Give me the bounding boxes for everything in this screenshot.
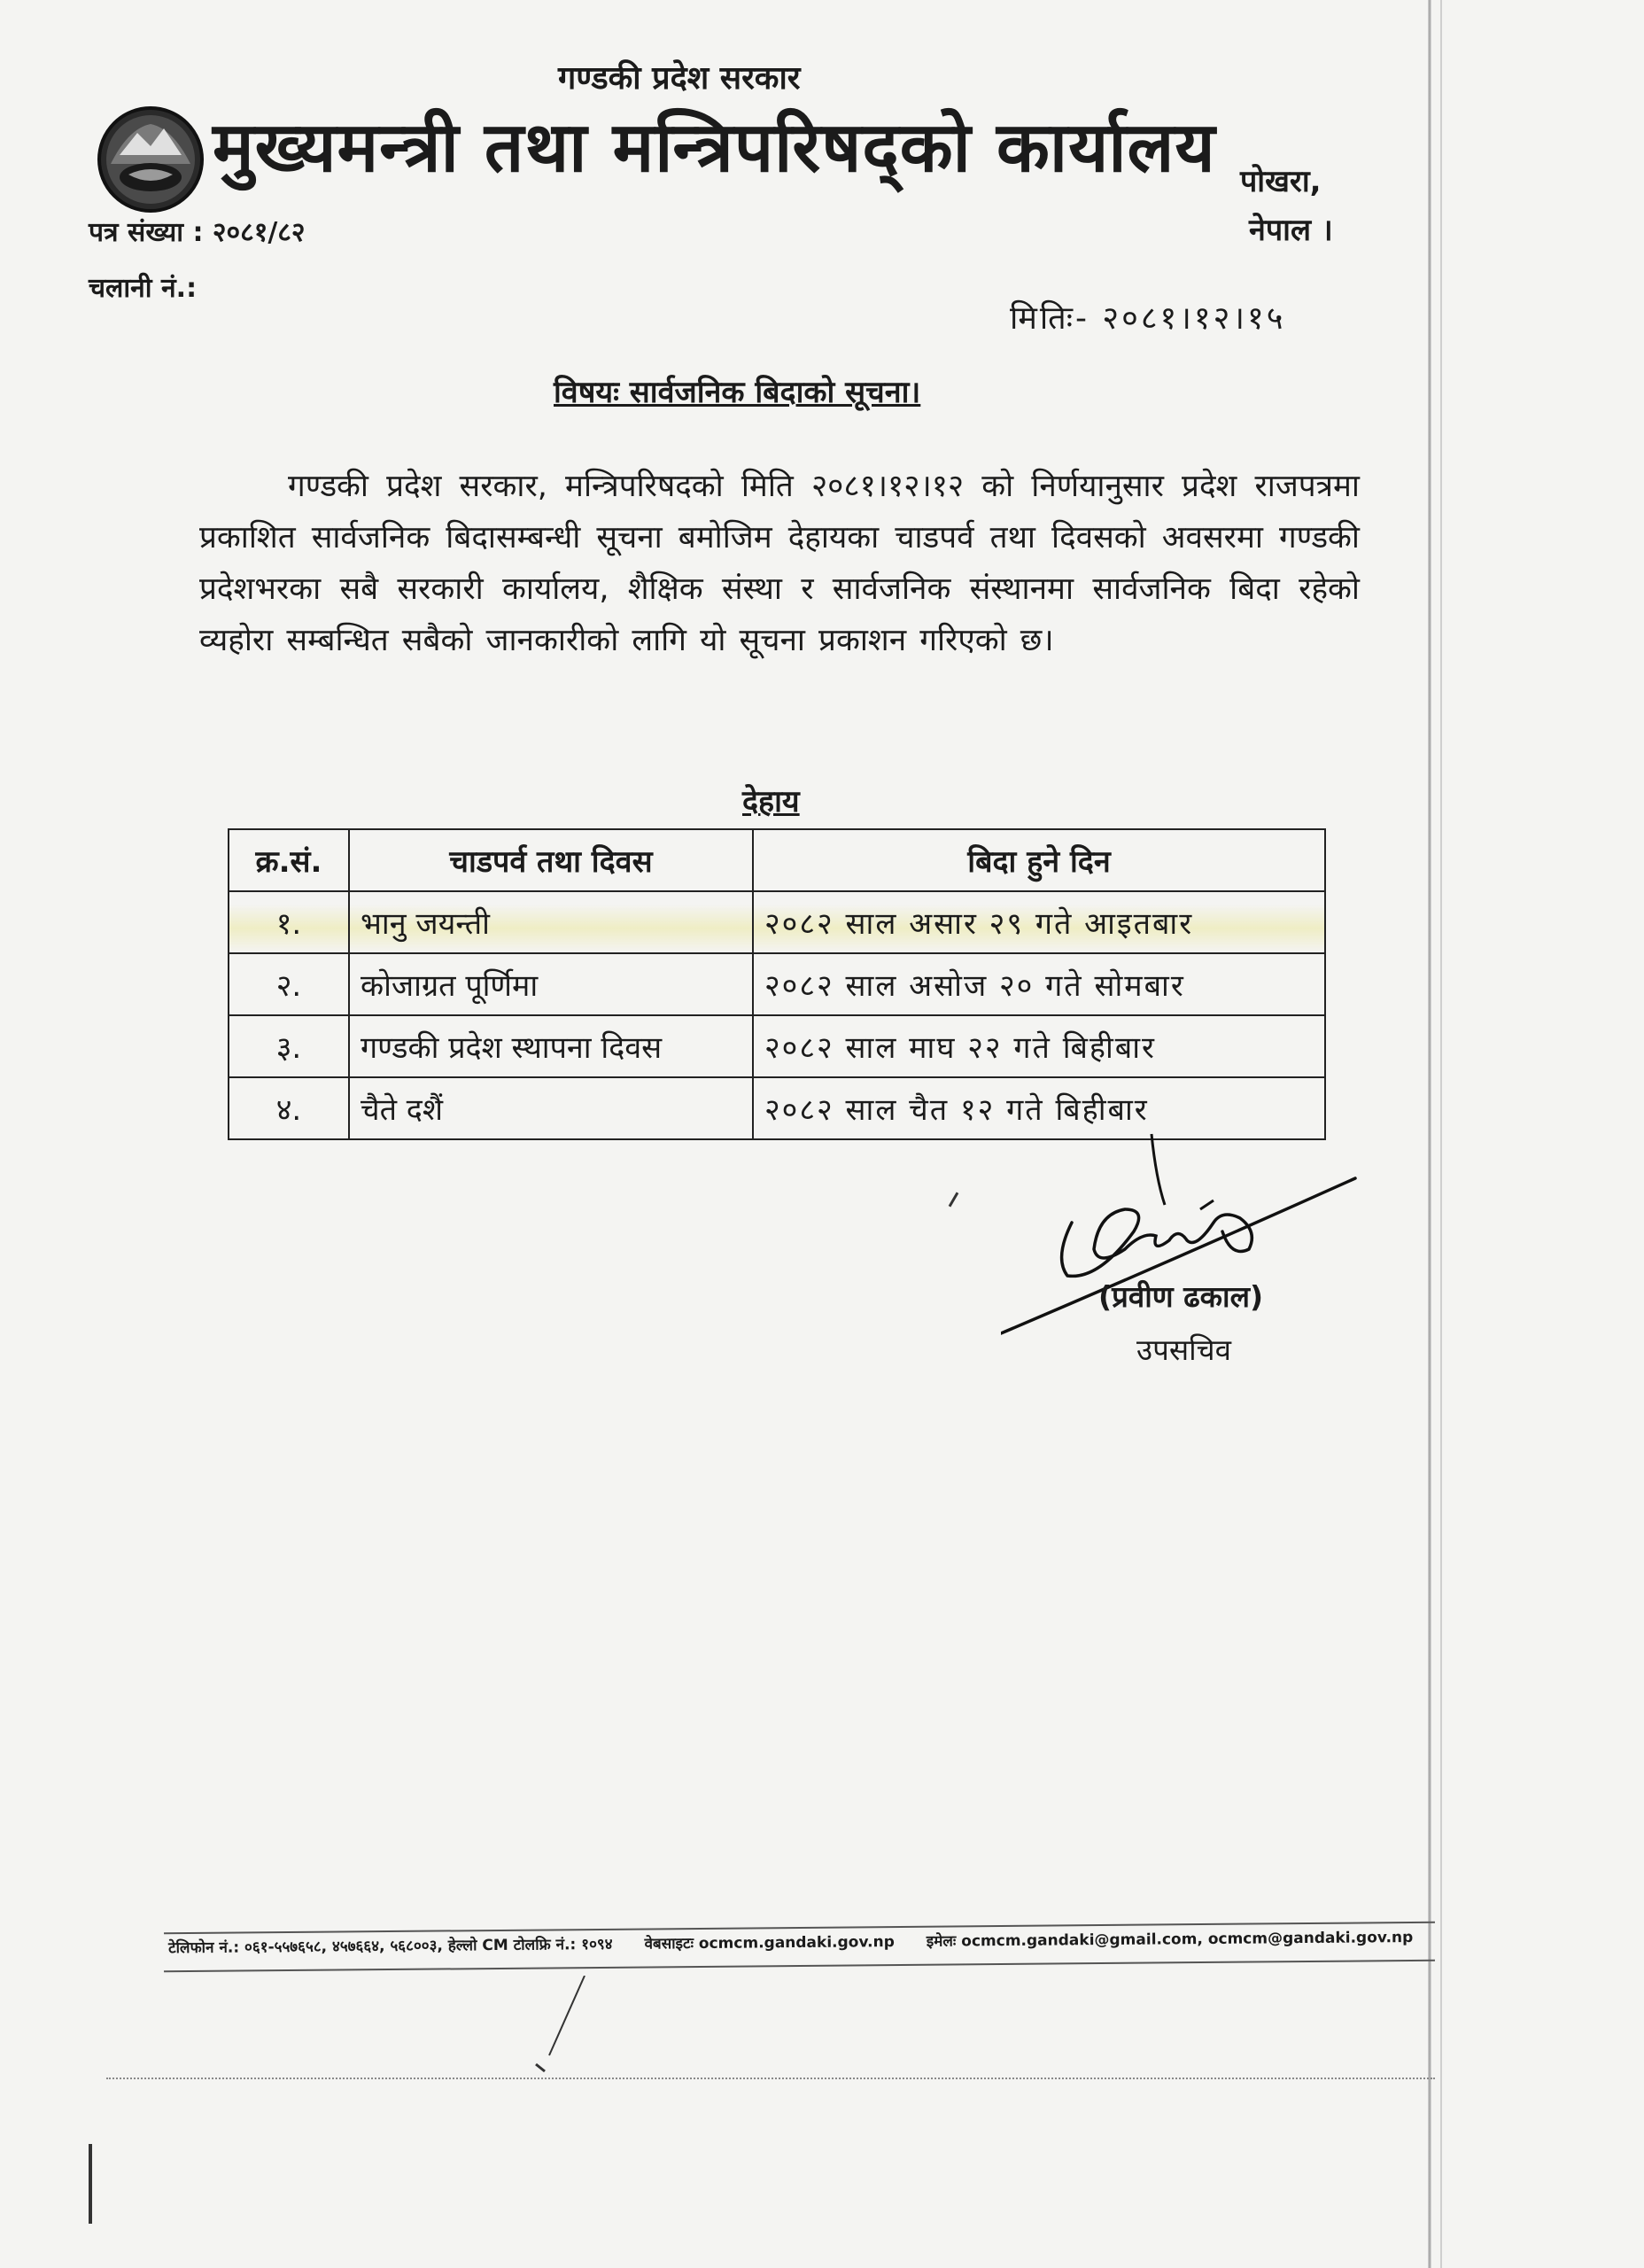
column-header-festival: चाडपर्व तथा दिवस (349, 829, 753, 891)
reference-number: पत्र संख्या : २०८१/८२ (89, 217, 306, 248)
row-festival: भानु जयन्ती (349, 891, 753, 953)
row-sn: २. (229, 953, 349, 1015)
fold-line (106, 2078, 1435, 2079)
row-festival: चैते दशैं (349, 1077, 753, 1139)
letter-date: मितिः- २०८१।१२।१५ (1010, 300, 1286, 337)
nepal-emblem-icon (93, 102, 208, 217)
footer-phone: टेलिफोन नं.: ०६१-५५७६५८, ४५७६६४, ५६८००३, हेल्लो CM टोलफ्रि नं.: १०९४ (167, 1935, 613, 1958)
government-name: गण्डकी प्रदेश सरकार (558, 60, 801, 97)
row-holiday-date: २०८२ साल माघ २२ गते बिहीबार (753, 1015, 1325, 1077)
scan-speck (949, 1192, 959, 1207)
row-sn: ३. (229, 1015, 349, 1077)
row-holiday-date: २०८२ साल असोज २० गते सोमबार (753, 953, 1325, 1015)
table-row (229, 953, 1325, 1015)
footer-bottom-rule (164, 1960, 1435, 1973)
office-country: नेपाल । (1249, 213, 1333, 248)
signatory-name: (प्रवीण ढकाल) (1098, 1279, 1264, 1314)
row-holiday-date: २०८२ साल असार २९ गते आइतबार (753, 891, 1325, 953)
holiday-table (228, 828, 1326, 1140)
column-header-holiday-date: बिदा हुने दिन (753, 829, 1325, 891)
scan-speck (89, 2144, 92, 2224)
footer-email: इमेलः ocmcm.gandaki@gmail.com, ocmcm@gandaki.gov.np (926, 1928, 1414, 1951)
dispatch-number: चलानी नं.: (89, 273, 198, 304)
signatory-title: उपसचिव (1136, 1332, 1231, 1367)
row-festival: गण्डकी प्रदेश स्थापना दिवस (349, 1015, 753, 1077)
row-holiday-date: २०८२ साल चैत १२ गते बिहीबार (753, 1077, 1325, 1139)
letter-subject: विषयः सार्वजनिक बिदाको सूचना। (554, 375, 921, 410)
table-header-row (229, 829, 1325, 891)
row-sn: ४. (229, 1077, 349, 1139)
footer-website: वेबसाइटः ocmcm.gandaki.gov.np (644, 1933, 895, 1953)
scan-mark-icon (531, 1976, 602, 2073)
letter-body: गण्डकी प्रदेश सरकार, मन्त्रिपरिषदको मिति २०८१।१२।१२ को निर्णयानुसार प्रदेश राजपत्रमा प्रकाशित सार्वजनिक बिदासम्बन्धी सूचना बमोजिम देहायका चाडपर्व तथा दिवसको अवसरमा गण्डकी प्रदेशभरका सबै सरकारी कार्यालय, शैक्षिक संस्था र सार्वजनिक संस्थानमा सार्वजनिक बिदा रहेको व्यहोरा सम्बन्धित सबैको जानकारीको लागि यो सूचना प्रकाशन गरिएको छ। (199, 469, 1360, 658)
table-row (229, 1015, 1325, 1077)
table-row (229, 891, 1325, 953)
row-sn: १. (229, 891, 349, 953)
office-name: मुख्यमन्त्री तथा मन्त्रिपरिषद्को कार्यालय (213, 108, 1216, 188)
scan-edge-secondary (1440, 0, 1442, 2268)
row-festival: कोजाग्रत पूर्णिमा (349, 953, 753, 1015)
annex-heading: देहाय (742, 784, 800, 819)
office-city: पोखरा, (1240, 164, 1322, 199)
column-header-sn: क्र.सं. (229, 829, 349, 891)
